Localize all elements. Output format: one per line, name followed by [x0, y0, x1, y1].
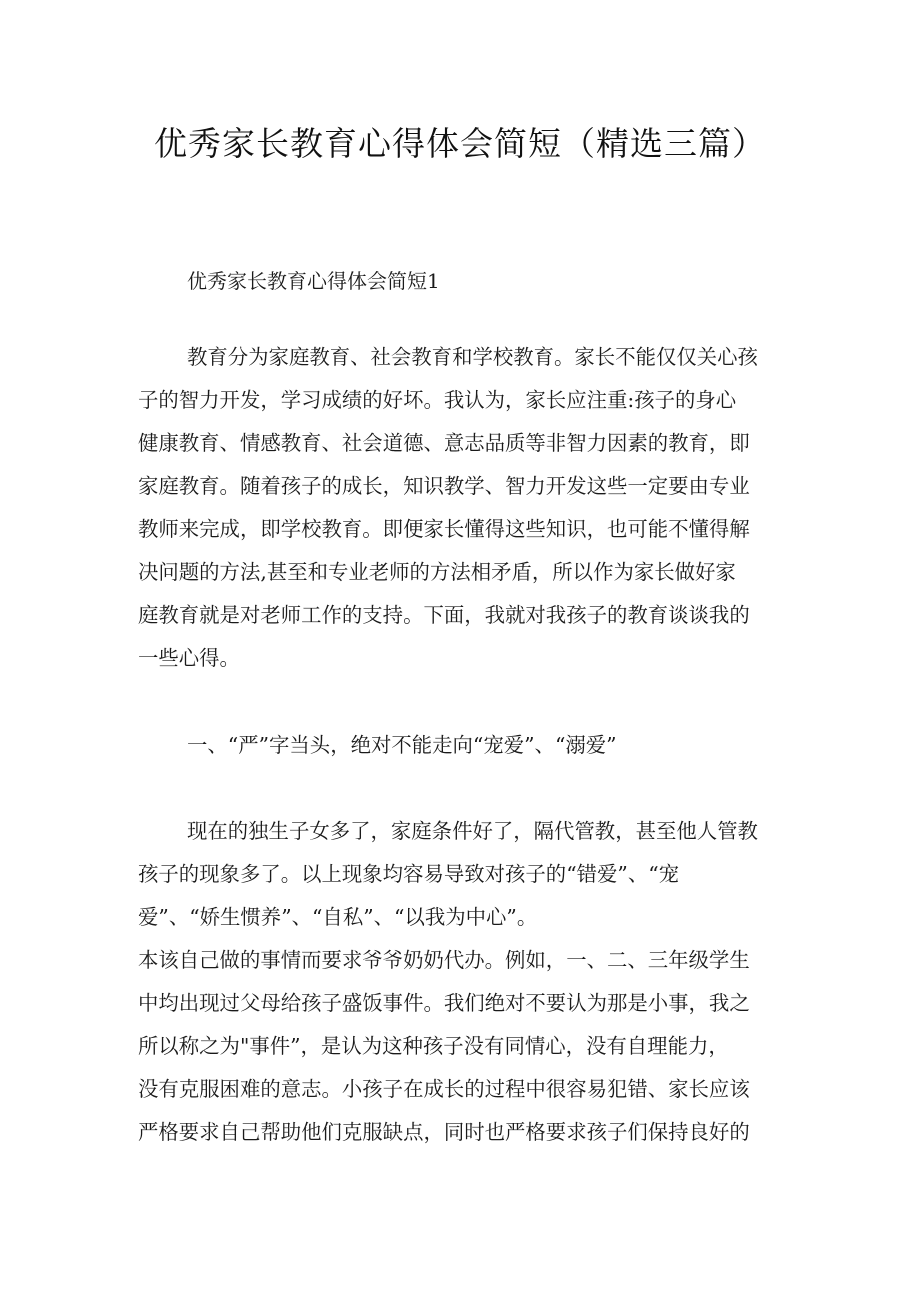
- paragraph-1-line-5: 教师来完成，即学校教育。即便家长懂得这些知识，也可能不懂得解: [138, 517, 750, 541]
- paragraph-2-line-1: 现在的独生子女多了，家庭条件好了，隔代管教，甚至他人管教: [187, 819, 758, 843]
- paragraph-2-line-7: 没有克服困难的意志。小孩子在成长的过程中很容易犯错、家长应该: [138, 1077, 750, 1101]
- heading-1: 一、“严”字当头，绝对不能走向“宠爱”、“溺爱”: [187, 733, 617, 757]
- paragraph-1-line-4: 家庭教育。随着孩子的成长，知识教学、智力开发这些一定要由专业: [138, 474, 750, 498]
- paragraph-2-line-2: 孩子的现象多了。以上现象均容易导致对孩子的“错爱”、“宠: [138, 862, 680, 886]
- document-title: 优秀家长教育心得体会简短（精选三篇）: [154, 124, 766, 163]
- paragraph-2-line-5: 中均出现过父母给孩子盛饭事件。我们绝对不要认为那是小事，我之: [138, 991, 750, 1015]
- paragraph-2-line-6: 所以称之为"事件”，是认为这种孩子没有同情心，没有自理能力，: [138, 1034, 729, 1058]
- paragraph-2-line-4: 本该自己做的事情而要求爷爷奶奶代办。例如，一、二、三年级学生: [138, 948, 750, 972]
- paragraph-1-line-8: 一些心得。: [138, 646, 240, 670]
- section-title: 优秀家长教育心得体会简短1: [187, 269, 440, 293]
- paragraph-2-line-3: 爱”、“娇生惯养”、“自私”、“以我为中心”。: [138, 905, 538, 929]
- paragraph-1-line-3: 健康教育、情感教育、社会道德、意志品质等非智力因素的教育，即: [138, 431, 750, 455]
- paragraph-1-line-1: 教育分为家庭教育、社会教育和学校教育。家长不能仅仅关心孩: [187, 345, 758, 369]
- paragraph-1-line-2: 子的智力开发，学习成绩的好坏。我认为，家长应注重:孩子的身心: [138, 388, 737, 412]
- paragraph-1-line-7: 庭教育就是对老师工作的支持。下面，我就对我孩子的教育谈谈我的: [138, 603, 750, 627]
- paragraph-1-line-6: 决问题的方法,甚至和专业老师的方法相矛盾，所以作为家长做好家: [138, 560, 736, 584]
- paragraph-2-line-8: 严格要求自己帮助他们克服缺点，同时也严格要求孩子们保持良好的: [138, 1120, 750, 1144]
